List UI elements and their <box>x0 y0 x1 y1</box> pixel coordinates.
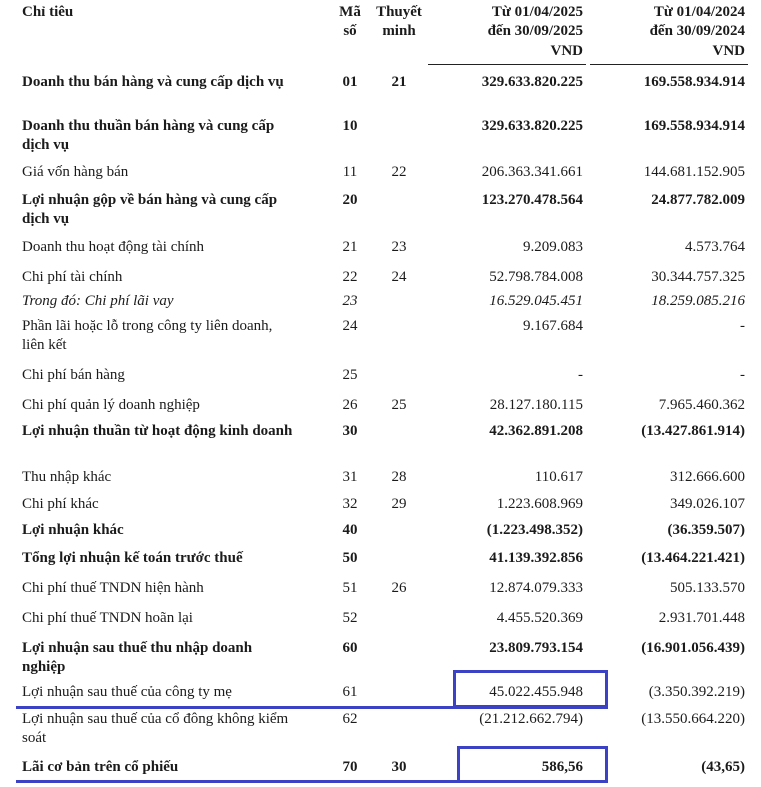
row-label: Doanh thu bán hàng và cung cấp dịch vụ <box>22 74 284 90</box>
row-current-value: (21.212.662.794) <box>479 711 583 727</box>
header-label: Chỉ tiêu <box>22 4 74 20</box>
row-note: 25 <box>391 397 407 413</box>
header-note-line2: minh <box>382 23 416 39</box>
row-current-value: 1.223.608.969 <box>496 496 583 512</box>
header-prior-underline <box>590 64 748 65</box>
row-label: Chi phí thuế TNDN hiện hành <box>22 580 204 596</box>
row-note: 26 <box>391 580 407 596</box>
row-prior-value: (13.550.664.220) <box>641 711 745 727</box>
row-label: dịch vụ <box>22 211 70 227</box>
header-current-underline <box>428 64 586 65</box>
highlight-underline-eps <box>16 780 608 783</box>
row-code: 60 <box>342 640 358 656</box>
row-current-value: 4.455.520.369 <box>496 610 583 626</box>
row-current-value: 329.633.820.225 <box>481 118 583 134</box>
row-current-value: (1.223.498.352) <box>486 522 583 538</box>
row-label: Trong đó: Chi phí lãi vay <box>22 293 174 309</box>
row-code: 61 <box>342 684 358 700</box>
header-code-line2: số <box>343 23 357 39</box>
row-code: 26 <box>342 397 358 413</box>
row-note: 29 <box>391 496 407 512</box>
row-current-value: 12.874.079.333 <box>489 580 583 596</box>
row-note: 23 <box>391 239 407 255</box>
row-label: dịch vụ <box>22 137 70 153</box>
row-current-value: 586,56 <box>541 759 583 775</box>
row-label: Lợi nhuận thuần từ hoạt động kinh doanh <box>22 423 293 439</box>
header-current-unit: VND <box>550 43 583 59</box>
row-current-value: 52.798.784.008 <box>489 269 583 285</box>
row-code: 11 <box>342 164 358 180</box>
row-label: Phần lãi hoặc lỗ trong công ty liên doanh, <box>22 318 273 334</box>
highlight-underline-parent-profit <box>16 706 608 709</box>
row-prior-value: 312.666.600 <box>670 469 745 485</box>
row-label: Chi phí khác <box>22 496 99 512</box>
row-code: 32 <box>342 496 358 512</box>
row-code: 31 <box>342 469 358 485</box>
row-current-value: 23.809.793.154 <box>489 640 583 656</box>
row-label: Chi phí tài chính <box>22 269 123 285</box>
row-label: Chi phí bán hàng <box>22 367 125 383</box>
row-prior-value: 505.133.570 <box>670 580 745 596</box>
row-note: 30 <box>391 759 407 775</box>
row-current-value: 9.209.083 <box>523 239 583 255</box>
row-code: 20 <box>342 192 358 208</box>
row-prior-value: (16.901.056.439) <box>641 640 745 656</box>
row-prior-value: (13.464.221.421) <box>641 550 745 566</box>
row-prior-value: 169.558.934.914 <box>643 118 745 134</box>
row-code: 24 <box>342 318 358 334</box>
row-prior-value: 4.573.764 <box>685 239 745 255</box>
row-label: Lợi nhuận sau thuế của công ty mẹ <box>22 684 232 700</box>
row-prior-value: - <box>740 367 745 383</box>
row-current-value: 329.633.820.225 <box>481 74 583 90</box>
row-label: Lợi nhuận sau thuế thu nhập doanh <box>22 640 253 656</box>
highlight-box-parent-profit <box>453 670 608 708</box>
row-current-value: - <box>578 367 583 383</box>
row-prior-value: 30.344.757.325 <box>651 269 745 285</box>
row-label: nghiệp <box>22 659 66 675</box>
row-code: 50 <box>342 550 358 566</box>
row-prior-value: (43,65) <box>701 759 745 775</box>
header-prior-line1: Từ 01/04/2024 <box>653 4 745 20</box>
row-code: 21 <box>342 239 358 255</box>
row-code: 25 <box>342 367 358 383</box>
row-label: Doanh thu thuần bán hàng và cung cấp <box>22 118 275 134</box>
header-note-line1: Thuyết <box>376 4 422 20</box>
row-label: Chi phí thuế TNDN hoãn lại <box>22 610 193 626</box>
row-note: 28 <box>391 469 407 485</box>
row-prior-value: 2.931.701.448 <box>658 610 745 626</box>
row-code: 23 <box>342 293 358 309</box>
row-label: soát <box>22 730 47 746</box>
row-current-value: 9.167.684 <box>523 318 583 334</box>
row-current-value: 42.362.891.208 <box>489 423 583 439</box>
row-code: 51 <box>342 580 358 596</box>
row-prior-value: 144.681.152.905 <box>643 164 745 180</box>
row-code: 10 <box>342 118 358 134</box>
row-code: 01 <box>342 74 358 90</box>
row-note: 22 <box>391 164 407 180</box>
header-prior-unit: VND <box>712 43 745 59</box>
row-label: liên kết <box>22 337 67 353</box>
row-prior-value: - <box>740 318 745 334</box>
row-code: 40 <box>342 522 358 538</box>
row-note: 21 <box>391 74 407 90</box>
row-label: Lợi nhuận sau thuế của cổ đông không kiểm <box>22 711 289 727</box>
row-current-value: 41.139.392.856 <box>489 550 583 566</box>
row-code: 22 <box>342 269 358 285</box>
header-current-line2: đến 30/09/2025 <box>487 23 583 39</box>
highlight-box-eps <box>457 746 608 783</box>
row-current-value: 16.529.045.451 <box>489 293 583 309</box>
row-label: Chi phí quản lý doanh nghiệp <box>22 397 200 413</box>
row-label: Tổng lợi nhuận kế toán trước thuế <box>22 550 243 566</box>
row-note: 24 <box>391 269 407 285</box>
row-prior-value: 7.965.460.362 <box>658 397 745 413</box>
row-prior-value: 18.259.085.216 <box>651 293 745 309</box>
row-prior-value: (13.427.861.914) <box>641 423 745 439</box>
header-prior-line2: đến 30/09/2024 <box>649 23 745 39</box>
row-label: Lợi nhuận gộp về bán hàng và cung cấp <box>22 192 278 208</box>
header-code-line1: Mã <box>339 4 361 20</box>
row-code: 52 <box>342 610 358 626</box>
row-prior-value: (36.359.507) <box>667 522 745 538</box>
row-current-value: 110.617 <box>534 469 583 485</box>
row-label: Thu nhập khác <box>22 469 112 485</box>
row-current-value: 28.127.180.115 <box>489 397 583 413</box>
row-current-value: 206.363.341.661 <box>481 164 583 180</box>
row-label: Doanh thu hoạt động tài chính <box>22 239 205 255</box>
row-label: Giá vốn hàng bán <box>22 164 129 180</box>
row-prior-value: 169.558.934.914 <box>643 74 745 90</box>
row-current-value: 123.270.478.564 <box>481 192 583 208</box>
row-label: Lãi cơ bản trên cổ phiếu <box>22 759 179 775</box>
row-code: 62 <box>342 711 358 727</box>
header-current-line1: Từ 01/04/2025 <box>491 4 583 20</box>
row-code: 70 <box>342 759 358 775</box>
row-label: Lợi nhuận khác <box>22 522 124 538</box>
row-prior-value: 24.877.782.009 <box>651 192 745 208</box>
row-prior-value: 349.026.107 <box>670 496 745 512</box>
row-code: 30 <box>342 423 358 439</box>
row-prior-value: (3.350.392.219) <box>648 684 745 700</box>
row-current-value: 45.022.455.948 <box>489 684 583 700</box>
